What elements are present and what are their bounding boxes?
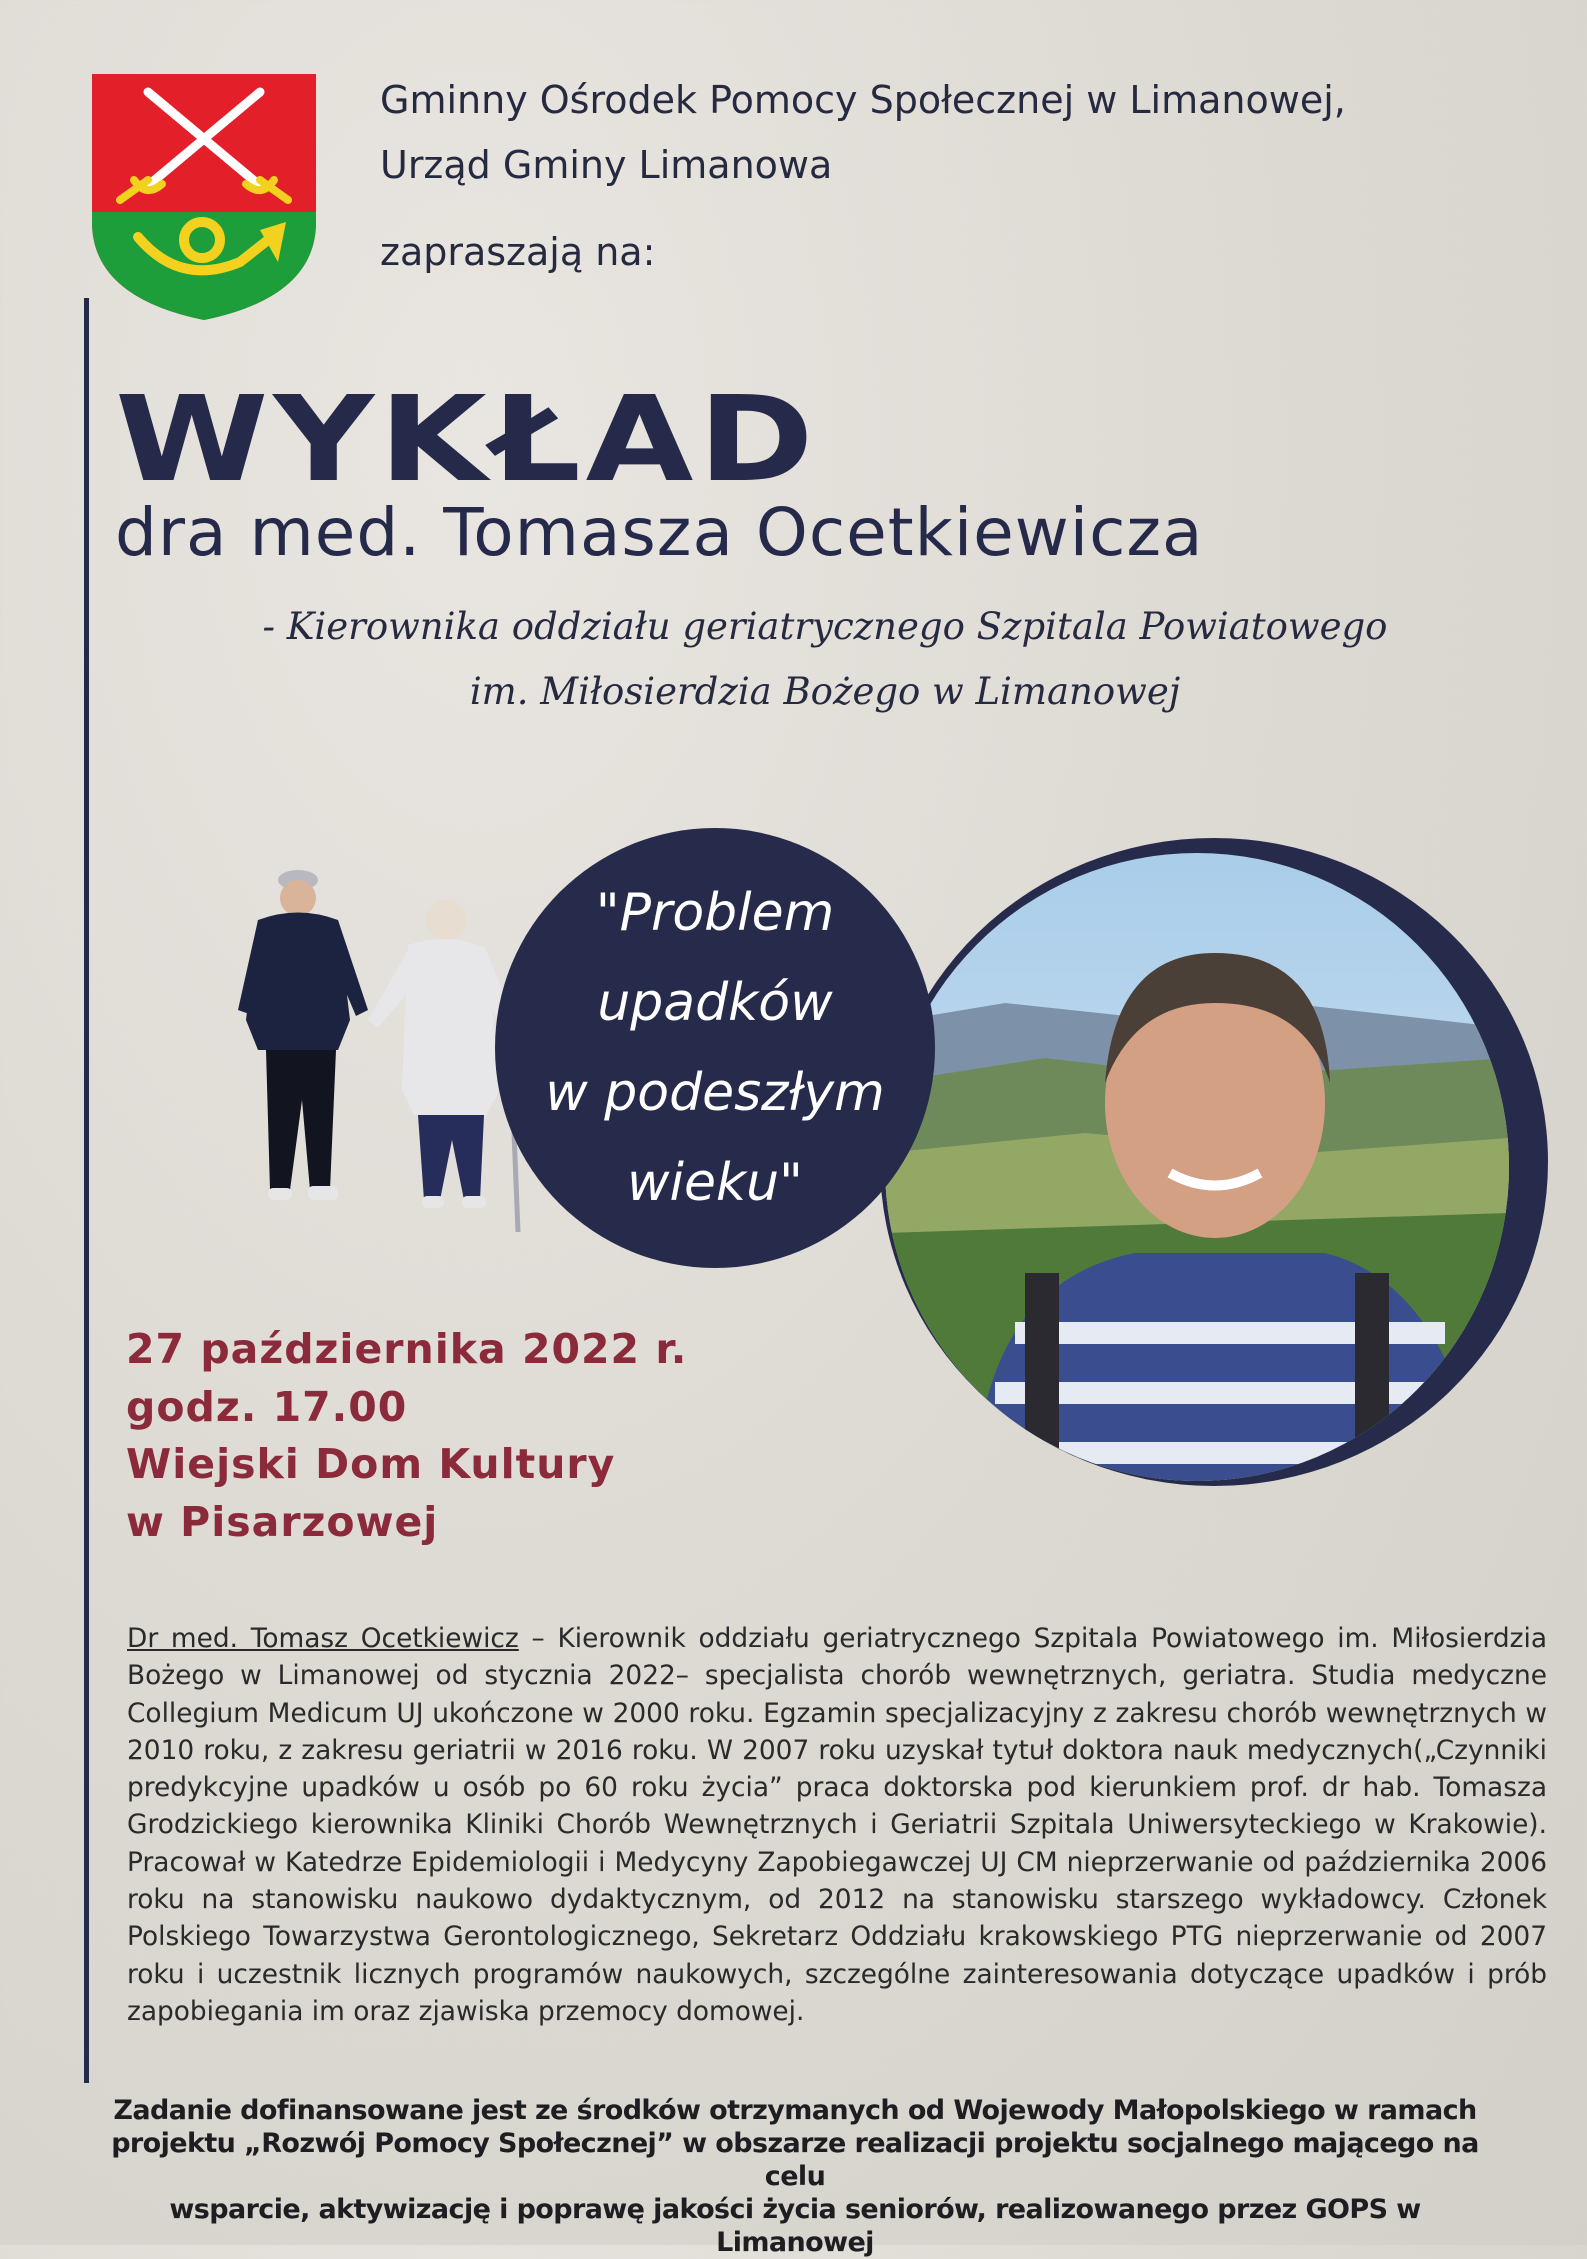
event-venue-line-2: w Pisarzowej (126, 1498, 439, 1546)
funding-line-1: Zadanie dofinansowane jest ze środków otrzymanych od Wojewody Małopolskiego w ramach (113, 2095, 1477, 2126)
funding-note (90, 2094, 1500, 2259)
event-venue-line-1: Wiejski Dom Kultury (126, 1440, 616, 1488)
topic-line-2: upadków (597, 973, 833, 1033)
topic-line-3: w podeszłym (545, 1063, 885, 1123)
organizer-line-2: Urząd Gminy Limanowa (380, 143, 833, 187)
bio-text: – Kierownik oddziału geriatrycznego Szpitala Powiatowego im. Miłosierdzia Bożego w Limanowej od stycznia 2022– specjalista chorób wewnętrznych, geriatra. Studia medyczne Collegium Medicum UJ ukończone w 2000 roku. Egzamin specjalizacyjny z zakresu chorób wewnętrznych w 2010 roku, z zakresu geriatrii w 2016 roku. W 2007 roku uzyskał tytuł doktora nauk medycznych(„Czynniki predykcyjne upadków u osób po 60 roku życia” praca doktorska pod kierunkiem prof. dr hab. Tomasza Grodzickiego kierownika Kliniki Chorób Wewnętrznych i Geriatrii Szpitala Uniwersyteckiego w Krakowie). Pracował w Katedrze Epidemiologii i Medycyny Zapobiegawczej UJ CM nieprzerwanie od października 2006 roku na stanowisku naukowo dydaktycznym, od 2012 na stanowisku starszego wykładowcy. Członek Polskiego Towarzystwa Gerontologicznego, Sekretarz Oddziału krakowskiego PTG nieprzerwanie od 2007 roku i uczestnik licznych programów naukowych, szczególne zainteresowania dotyczące upadków i prób zapobiegania im oraz zjawiska przemocy domowej. (127, 1623, 1547, 2027)
lecturer-role-line-1: - Kierownika oddziału geriatrycznego Szpitala Powiatowego (262, 605, 1388, 648)
page-title: WYKŁAD (115, 370, 819, 508)
elderly-couple-image (218, 860, 538, 1240)
topic-line-1: "Problem (595, 883, 835, 943)
topic-line-4: wieku" (627, 1153, 803, 1213)
bio-name: Dr med. Tomasz Ocetkiewicz (127, 1623, 519, 1654)
event-time: godz. 17.00 (126, 1383, 408, 1431)
coat-of-arms-icon (90, 72, 318, 322)
lecturer-role-line-2: im. Miłosierdzia Bożego w Limanowej (469, 670, 1181, 713)
funding-line-3: wsparcie, aktywizację i poprawę jakości życia seniorów, realizowanego przez GOPS w Limanowej (169, 2194, 1421, 2258)
invitation-text: zapraszają na: (380, 230, 656, 274)
funding-line-2: projektu „Rozwój Pomocy Społecznej” w obszarze realizacji projektu socjalnego mającego na celu (111, 2128, 1479, 2192)
lecture-topic-circle (495, 828, 935, 1268)
organizer-line-1: Gminny Ośrodek Pomocy Społecznej w Limanowej, (380, 78, 1346, 122)
event-date: 27 października 2022 r. (126, 1325, 688, 1373)
lecturer-name: dra med. Tomasza Ocetkiewicza (115, 494, 1204, 571)
lecturer-biography (127, 1620, 1547, 2030)
accent-vertical-line (84, 298, 89, 2083)
lecturer-photo (885, 853, 1509, 1481)
